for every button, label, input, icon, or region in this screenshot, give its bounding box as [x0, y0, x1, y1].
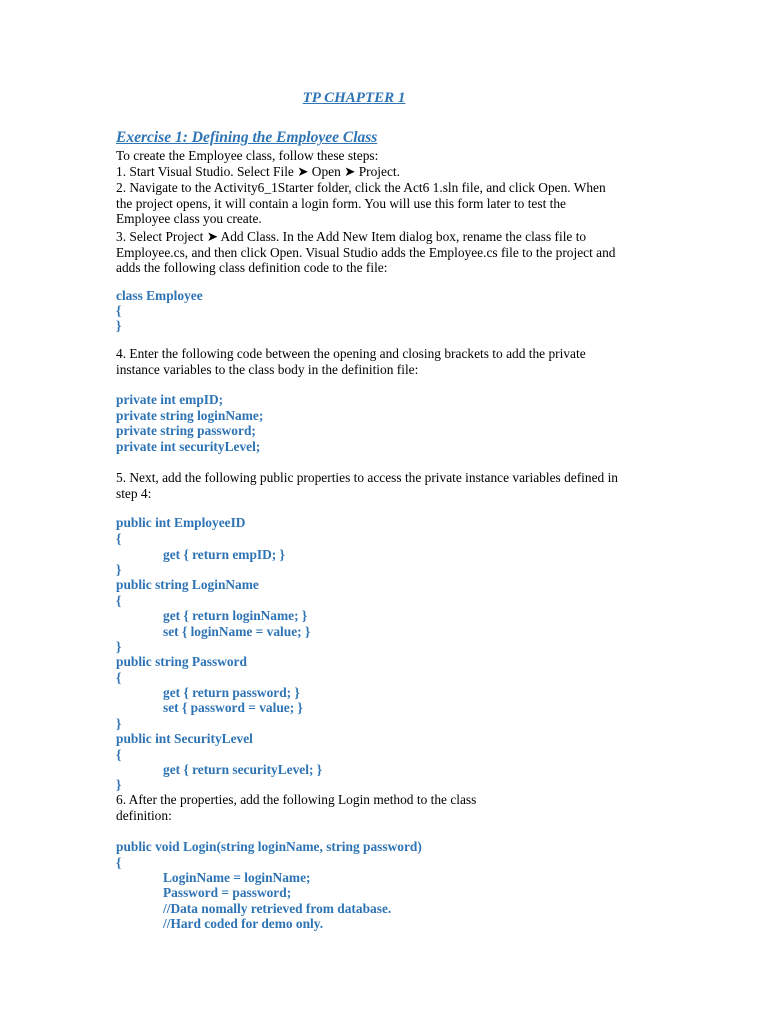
code-line: public string LoginName — [116, 577, 259, 592]
code-line: { — [116, 855, 122, 870]
code-line: { — [116, 593, 122, 608]
code-line: set { loginName = value; } — [163, 624, 311, 639]
code-line: private int empID; — [116, 392, 224, 407]
step-4-line: 4. Enter the following code between the opening and closing brackets to add the private — [116, 346, 586, 361]
step-3-line: 3. Select Project ➤ Add Class. In the Add New Item dialog box, rename the class file to — [116, 229, 587, 244]
step-5-line: step 4: — [116, 486, 152, 501]
code-line: { — [116, 531, 122, 546]
code-line: { — [116, 747, 122, 762]
step-3-line: Employee.cs, and then click Open. Visual Studio adds the Employee.cs file to the project and — [116, 245, 616, 260]
code-line: public int SecurityLevel — [116, 731, 253, 746]
code-line: } — [116, 777, 122, 792]
step-6-line: 6. After the properties, add the following Login method to the class — [116, 792, 477, 807]
step-2-line: 2. Navigate to the Activity6_1Starter folder, click the Act6 1.sln file, and click Open. When — [116, 180, 606, 195]
page-title: TP CHAPTER 1 — [302, 90, 406, 106]
code-line: LoginName = loginName; — [163, 870, 311, 885]
code-line: private string loginName; — [116, 408, 264, 423]
code-line: } — [116, 639, 122, 654]
step-2-line: the project opens, it will contain a login form. You will use this form later to test the — [116, 196, 567, 211]
code-line: } — [116, 562, 122, 577]
code-line: } — [116, 716, 122, 731]
code-line: get { return password; } — [163, 685, 300, 700]
code-line: public string Password — [116, 654, 247, 669]
code-line: { — [116, 303, 122, 318]
code-line: private string password; — [116, 423, 256, 438]
code-line: get { return loginName; } — [163, 608, 308, 623]
code-line: private int securityLevel; — [116, 439, 261, 454]
step-2-line: Employee class you create. — [116, 211, 262, 226]
code-line: set { password = value; } — [163, 700, 303, 715]
code-line: { — [116, 670, 122, 685]
step-1-text: 1. Start Visual Studio. Select File ➤ Open ➤ Project. — [116, 164, 400, 179]
code-line: get { return securityLevel; } — [163, 762, 323, 777]
code-line: } — [116, 318, 122, 333]
step-5-line: 5. Next, add the following public properties to access the private instance variables defined in — [116, 470, 618, 485]
step-4-line: instance variables to the class body in the definition file: — [116, 362, 419, 377]
code-line: public int EmployeeID — [116, 515, 246, 530]
code-line: class Employee — [116, 288, 203, 303]
code-line: //Data nomally retrieved from database. — [163, 901, 392, 916]
step-3-line: adds the following class definition code to the file: — [116, 260, 388, 275]
intro-text: To create the Employee class, follow these steps: — [116, 148, 379, 163]
code-line: //Hard coded for demo only. — [163, 916, 324, 931]
exercise-heading: Exercise 1: Defining the Employee Class — [116, 129, 378, 146]
code-line: Password = password; — [163, 885, 292, 900]
step-6-line: definition: — [116, 808, 172, 823]
code-line: public void Login(string loginName, string password) — [116, 839, 422, 854]
code-line: get { return empID; } — [163, 547, 285, 562]
